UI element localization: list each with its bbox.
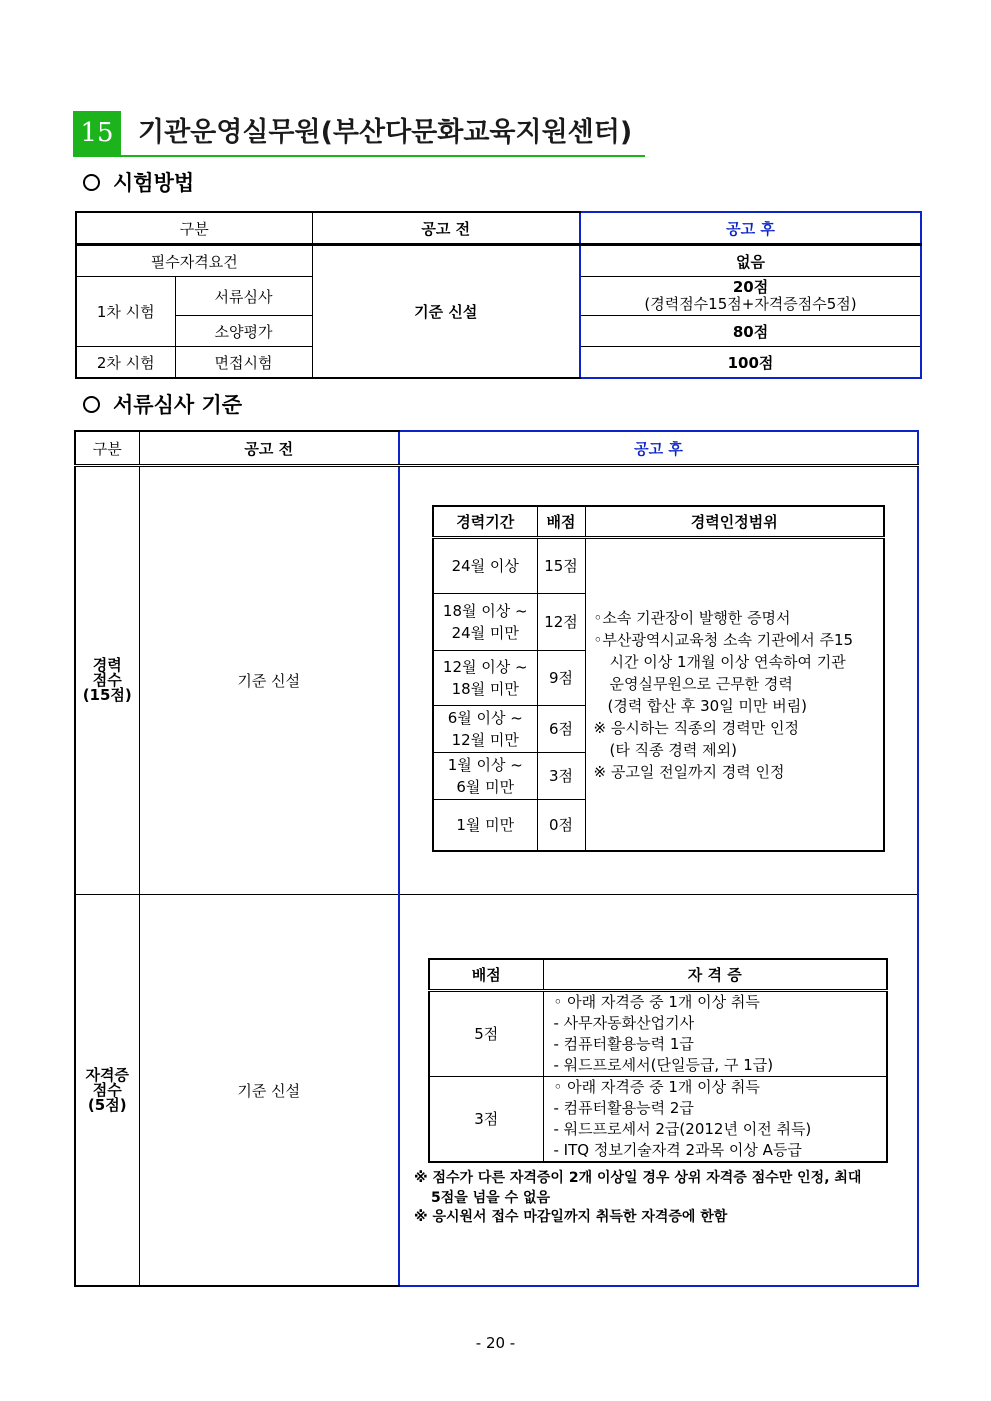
career-label-2: 점수 <box>92 671 122 689</box>
cert-label-1: 자격증 <box>85 1065 129 1084</box>
exam-method-table <box>75 211 922 379</box>
after-doc-sub: (경력점수15점+자격증점수5점) <box>644 295 857 313</box>
period-text: 1월 이상 ~ <box>447 756 523 774</box>
score-cell: 12점 <box>537 594 585 651</box>
cert-line: ◦ 아래 자격증 중 1개 이상 취득 <box>553 993 760 1011</box>
score-cell: 0점 <box>537 800 585 852</box>
after-required: 없음 <box>580 245 921 277</box>
career-score-label <box>75 466 139 895</box>
after-interview: 100점 <box>580 347 921 379</box>
note-line: ※ 점수가 다른 자격증이 2개 이상일 경우 상위 자격증 점수만 인정, 최대 <box>414 1170 862 1186</box>
cert-inner-table <box>428 958 888 1163</box>
period-text: 6월 이상 ~ <box>447 709 523 727</box>
row-label-essay: 소양평가 <box>175 316 312 347</box>
note-line: 5점을 넘을 수 없음 <box>431 1190 551 1206</box>
career-label-1: 경력 <box>92 656 122 674</box>
scope-line: ◦소속 기관장이 발행한 증명서 <box>593 608 791 627</box>
scope-line: (타 직종 경력 제외) <box>609 740 737 759</box>
title-underline <box>73 155 645 157</box>
col-header-category: 구분 <box>75 431 139 466</box>
cert-score-cell: 5점 <box>429 991 543 1077</box>
scope-line: 운영실무원으로 근무한 경력 <box>609 674 793 693</box>
col-header-category: 구분 <box>76 212 312 245</box>
before-value: 기준 신설 <box>312 245 580 379</box>
section-heading-text: 시험방법 <box>113 171 195 195</box>
row-label-interview: 면접시험 <box>175 347 312 379</box>
period-text: 12월 미만 <box>451 731 519 749</box>
col-header-after: 공고 후 <box>399 431 918 466</box>
after-essay: 80점 <box>580 316 921 347</box>
scope-line: (경력 합산 후 30일 미만 버림) <box>607 696 808 715</box>
period-cell <box>433 753 537 800</box>
score-cell: 9점 <box>537 651 585 706</box>
col-header-before: 공고 전 <box>312 212 580 245</box>
cert-line: ◦ 아래 자격증 중 1개 이상 취득 <box>553 1078 760 1096</box>
circle-bullet-icon <box>83 174 100 191</box>
section-heading-text: 서류심사 기준 <box>113 393 243 417</box>
career-inner-table <box>432 505 885 852</box>
scope-line: ◦부산광역시교육청 소속 기관에서 주15 <box>593 630 854 649</box>
section-heading-exam-method <box>83 168 194 198</box>
period-text: 18월 미만 <box>451 680 519 698</box>
inner-head-period: 경력기간 <box>433 506 537 538</box>
cert-line: - 워드프로세서(단일등급, 구 1급) <box>553 1056 774 1074</box>
cert-line: - ITQ 정보기술자격 2과목 이상 A등급 <box>553 1141 802 1159</box>
period-text: 24월 미만 <box>451 624 519 642</box>
cert-head-score: 배점 <box>429 959 543 991</box>
score-cell: 15점 <box>537 538 585 594</box>
section-heading-document-criteria <box>83 390 242 420</box>
scope-line: 시간 이상 1개월 이상 연속하여 기관 <box>609 652 846 671</box>
career-scope-cell <box>585 538 884 852</box>
cert-line: - 사무자동화산업기사 <box>553 1014 695 1032</box>
row-label-required: 필수자격요건 <box>76 245 312 277</box>
score-cell: 6점 <box>537 706 585 753</box>
col-header-before: 공고 전 <box>139 431 399 466</box>
cert-list-cell <box>543 1077 887 1163</box>
period-cell <box>433 706 537 753</box>
cert-head-cert: 자 격 증 <box>543 959 887 991</box>
scope-line: ※ 응시하는 직종의 경력만 인정 <box>593 718 800 737</box>
section-number-badge: 15 <box>73 111 121 155</box>
row-label-document-review: 서류심사 <box>175 277 312 316</box>
cert-note-1 <box>414 1168 904 1208</box>
period-cell <box>433 594 537 651</box>
period-text: 24월 이상 <box>451 557 519 575</box>
period-cell <box>433 651 537 706</box>
period-text: 1월 미만 <box>456 816 515 834</box>
period-cell <box>433 538 537 594</box>
cert-score-cell: 3점 <box>429 1077 543 1163</box>
cert-line: - 워드프로세서 2급(2012년 이전 취득) <box>553 1120 812 1138</box>
after-document-review <box>580 277 921 316</box>
scope-line: ※ 공고일 전일까지 경력 인정 <box>593 762 785 781</box>
row-label-first-exam: 1차 시험 <box>76 277 175 347</box>
cert-label-3: (5점) <box>87 1095 127 1114</box>
cert-before: 기준 신설 <box>139 895 399 1287</box>
page-number: - 20 - <box>475 1334 516 1352</box>
cert-line: - 컴퓨터활용능력 1급 <box>553 1035 694 1053</box>
after-doc-main: 20점 <box>732 278 769 296</box>
career-before: 기준 신설 <box>139 466 399 895</box>
cert-score-label <box>75 895 139 1287</box>
row-label-second-exam: 2차 시험 <box>76 347 175 379</box>
cert-list-cell <box>543 991 887 1077</box>
circle-bullet-icon <box>83 396 100 413</box>
cert-label-2: 점수 <box>92 1080 122 1099</box>
score-cell: 3점 <box>537 753 585 800</box>
period-text: 12월 이상 ~ <box>442 658 528 676</box>
inner-head-score: 배점 <box>537 506 585 538</box>
col-header-after: 공고 후 <box>580 212 921 245</box>
period-text: 6월 미만 <box>456 778 515 796</box>
period-text: 18월 이상 ~ <box>442 602 528 620</box>
cert-note-2: ※ 응시원서 접수 마감일까지 취득한 자격증에 한함 <box>414 1209 728 1225</box>
period-cell <box>433 800 537 852</box>
cert-line: - 컴퓨터활용능력 2급 <box>553 1099 694 1117</box>
page-title: 기관운영실무원(부산다문화교육지원센터) <box>138 117 633 148</box>
career-label-3: (15점) <box>82 686 132 704</box>
inner-head-scope: 경력인정범위 <box>585 506 884 538</box>
